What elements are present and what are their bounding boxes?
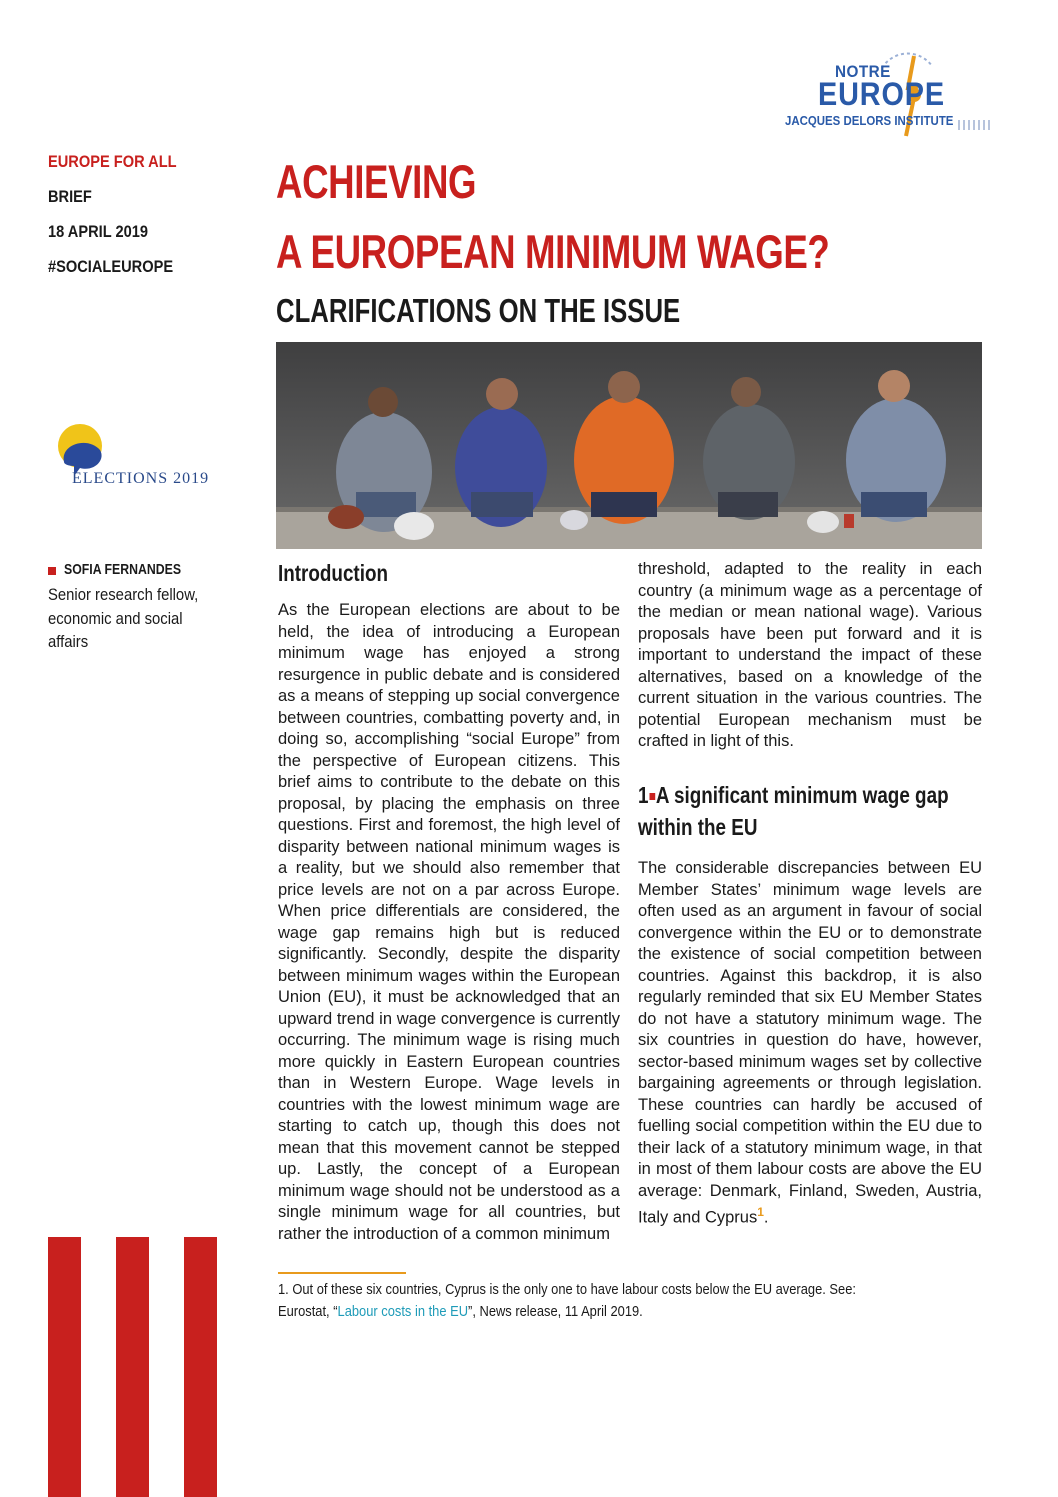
footnote-ref[interactable]: 1: [757, 1205, 764, 1219]
heading-red-square-icon: [649, 793, 655, 800]
subtitle: CLARIFICATIONS ON THE ISSUE: [276, 292, 681, 329]
footnote: [278, 1279, 889, 1323]
section1-heading-line1: [638, 782, 949, 809]
footnote-text-after: ”, News release, 11 April 2019.: [468, 1303, 643, 1320]
author-role: Senior research fellow, economic and social affairs: [48, 586, 199, 651]
elections-2019-label: ELECTIONS 2019: [72, 470, 210, 487]
logo-jacques-delors-institute: JACQUES DELORS INSTITUTE: [785, 113, 954, 128]
hashtag: #SOCIALEUROPE: [48, 257, 174, 276]
section1-number: 1: [638, 782, 649, 808]
decorative-red-bar-3: [184, 1237, 217, 1497]
doc-type: BRIEF: [48, 187, 92, 206]
logo-notre: NOTRE: [835, 62, 891, 81]
footnote-link[interactable]: Labour costs in the EU: [337, 1303, 469, 1320]
section1-heading-text: A significant minimum wage gap: [655, 782, 949, 808]
section1-heading-line2: within the EU: [638, 814, 758, 840]
decorative-red-bar-2: [116, 1237, 149, 1497]
intro-text-col1: As the European elections are about to be held, the idea of introducing a European minimum wage has enjoyed a strong resurgence in public debate and is considered as a means of stepping up social convergence between countries, combatting poverty and, in doing so, accomplishing “social Europe” from the perspective of European citizens. This brief aims to contribute to the debate on this proposal, by placing the emphasis on three questions. First and foremost, the high level of disparity between national minimum wages is a reality, but we should also remember that price levels are not on a par across Europe. When price differentials are considered, the wage gap remains high but is reduced significantly. Secondly, despite the disparity between minimum wages within the European Union (EU), it must be acknowledged that an upward trend in wage convergence is currently occurring. The minimum wage is rising much more quickly in Eastern European countries than in Western Europe. Wage levels in countries with the lowest minimum wage are starting to catch up, though this does not mean that this movement cannot be stepped up. Lastly, the concept of a European minimum wage should not be understood as a single minimum wage for all countries, but rather the introduction of a common minimum: [278, 601, 620, 1243]
footnote-text-before: 1. Out of these six countries, Cyprus is the only one to have labour costs below the EU average. See: Eurostat, “: [278, 1281, 856, 1320]
title-line-1: ACHIEVING: [276, 155, 477, 208]
decorative-red-bar-1: [48, 1237, 81, 1497]
title-line-2: A EUROPEAN MINIMUM WAGE?: [276, 225, 830, 278]
author-bullet-icon: [48, 567, 56, 575]
author-name: SOFIA FERNANDES: [64, 561, 182, 578]
doc-date: 18 APRIL 2019: [48, 222, 148, 241]
workers-photo: [276, 342, 982, 549]
footnote-divider: [278, 1272, 406, 1274]
section1-body-text: The considerable discrepancies between EU Member States’ minimum wage levels are often used as an argument in favour of social convergence within the EU or to demonstrate the existence of social competition between countries. Against this backdrop, it is also regularly reminded that six EU Member States do not have a statutory minimum wage. The six countries in question do have, however, sector-based minimum wages set by collective bargaining agreements or through legislation. These countries can hardly be accused of fuelling social competition within the EU due to their lack of a statutory minimum wage, in that in most of them labour costs are above the EU average: Denmark, Finland, Sweden, Austria, Italy and Cyprus: [638, 859, 982, 1227]
intro-text-col2: threshold, adapted to the reality in each country (a minimum wage as a percentage of the median or mean national wage). Various proposals have been put forward and it is important to understand the impact of these alternatives, based on a knowledge of the current situation in the various countries. The potential European mechanism must be crafted in light of this.: [638, 560, 982, 750]
series-label: EUROPE FOR ALL: [48, 152, 177, 171]
intro-heading: Introduction: [278, 560, 388, 586]
section1-body-end: .: [763, 1208, 769, 1227]
section1-body: [638, 858, 982, 1229]
logo-europe: EUROPE: [818, 76, 946, 112]
